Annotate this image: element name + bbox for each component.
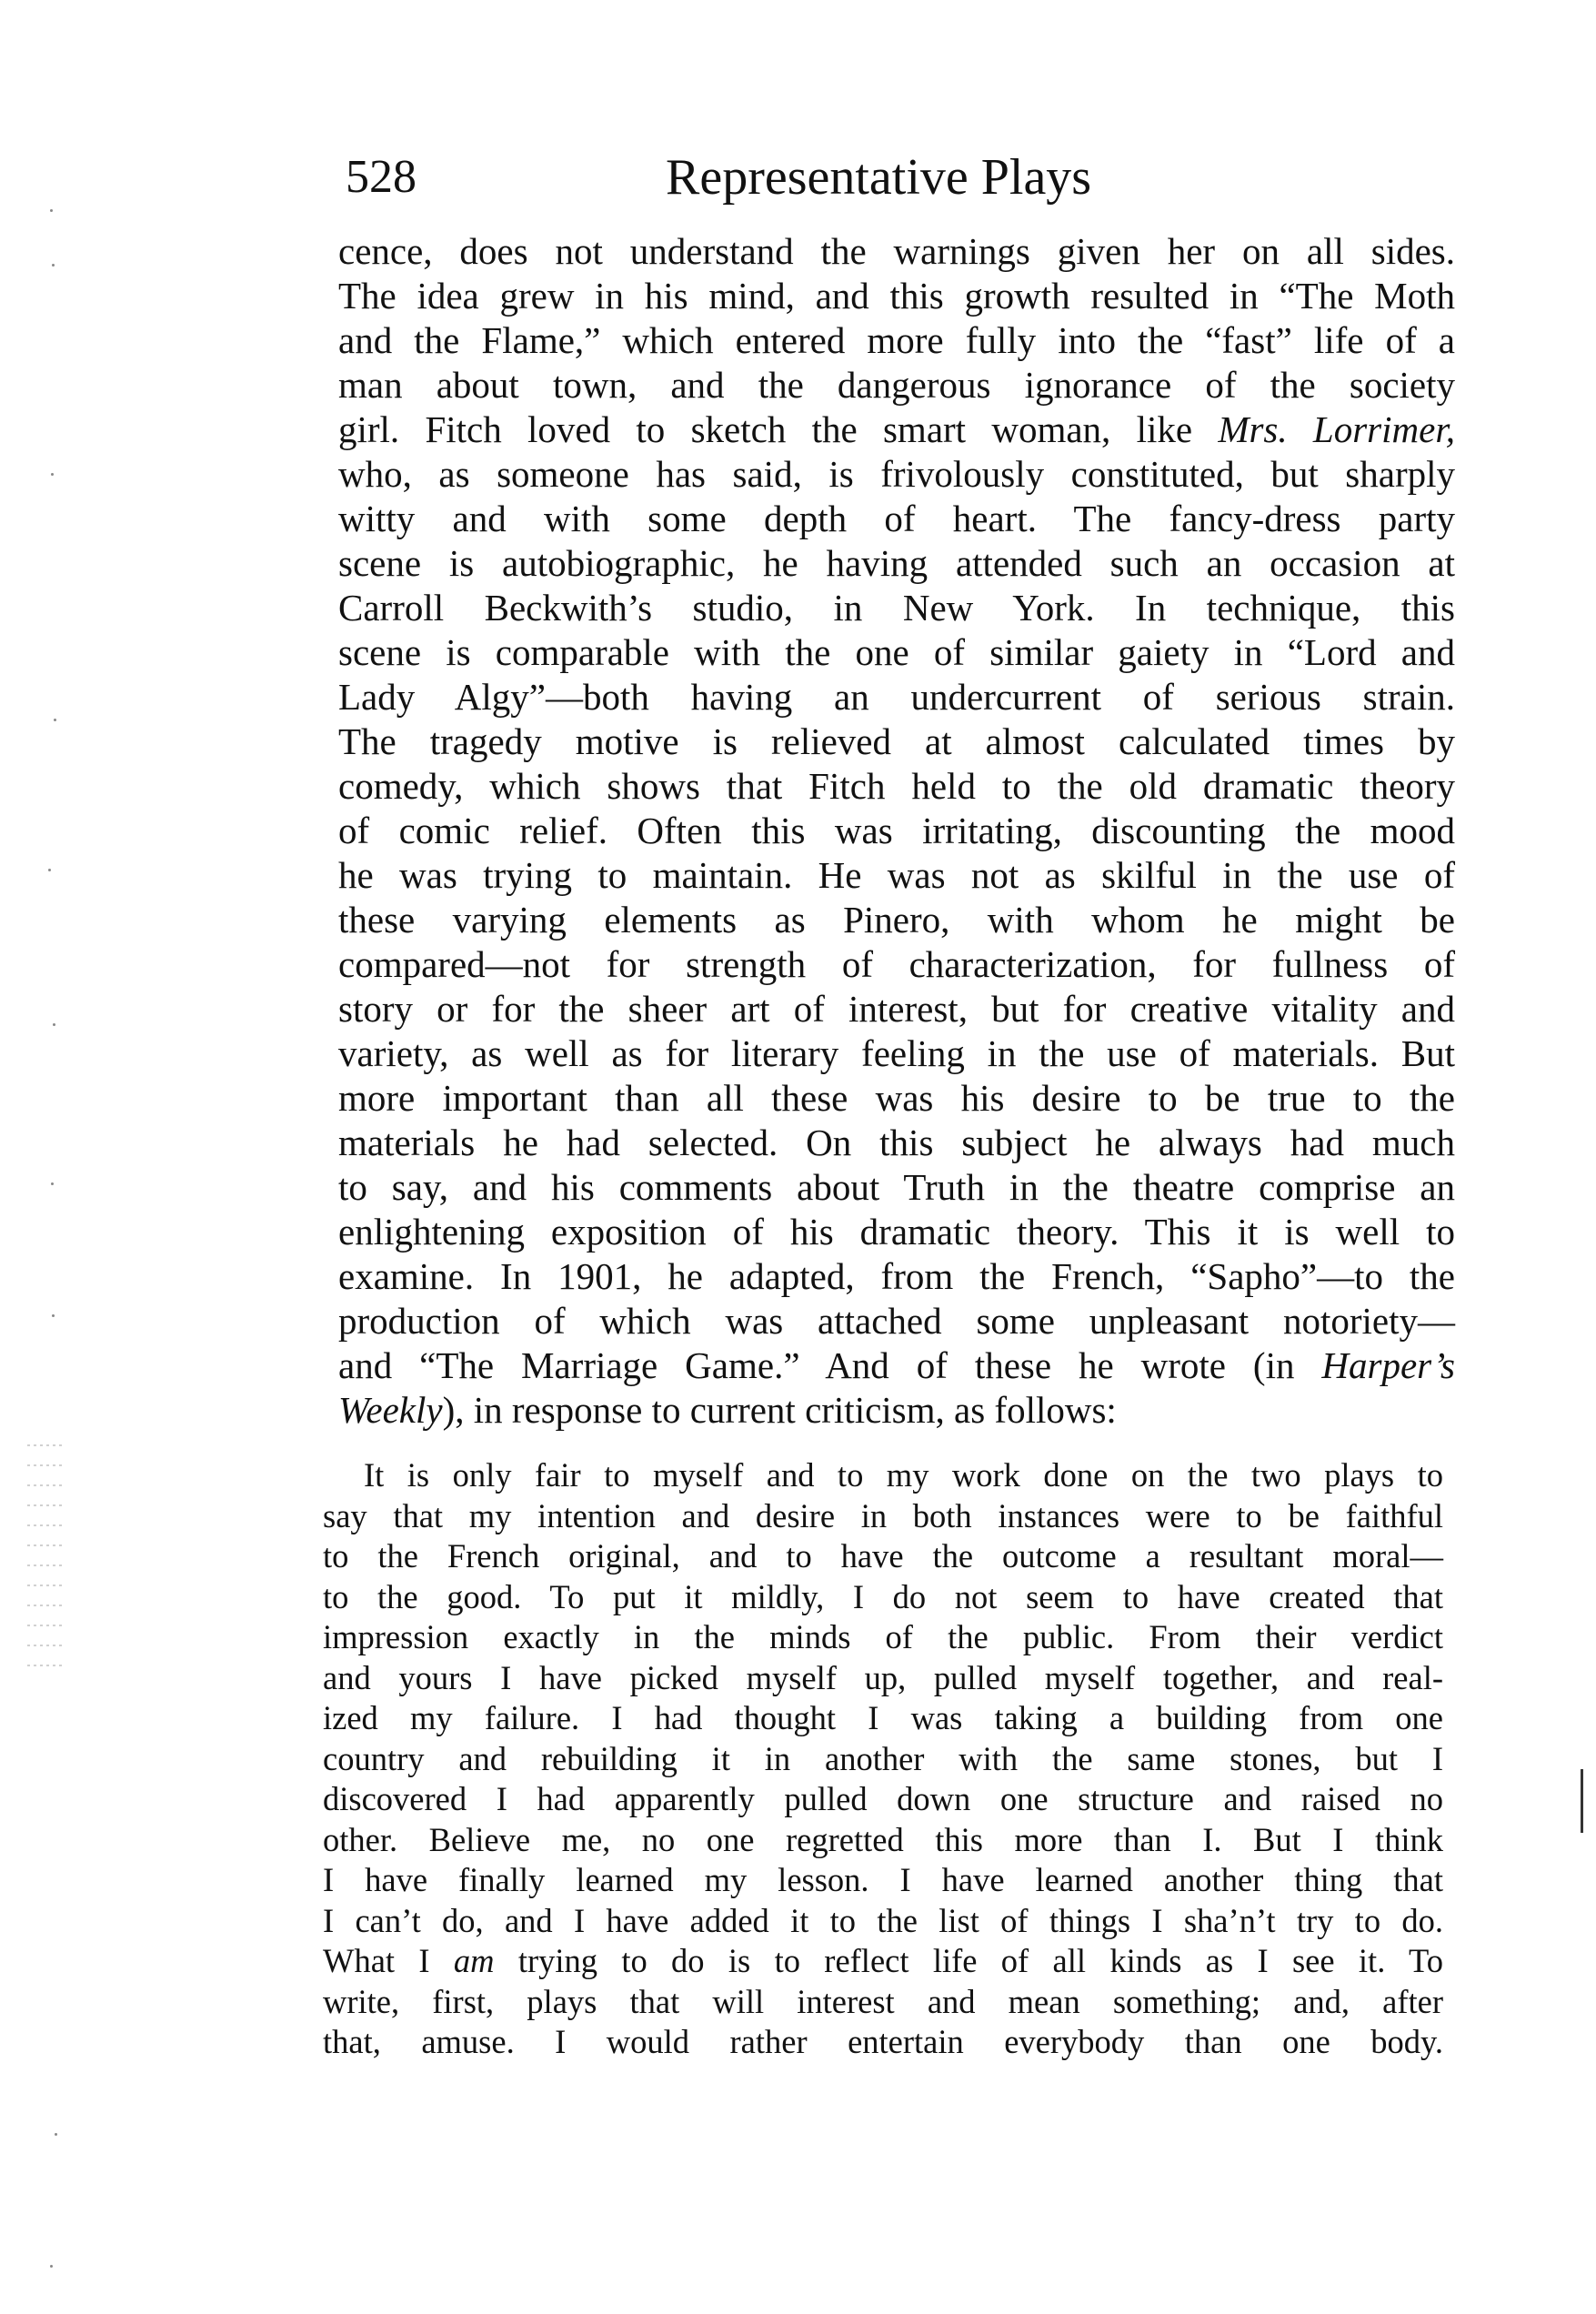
text-line: examine. In 1901, he adapted, from the French, “Sapho”—to the: [338, 1255, 1455, 1297]
quote-line: discovered I had apparently pulled down one structure and raised no: [323, 1780, 1443, 1817]
quote-line: to the French original, and to have the outcome a resultant moral—: [323, 1537, 1443, 1575]
text-line: and the Flame,” which entered more fully into the “fast” life of a: [338, 319, 1455, 361]
text-line: The idea grew in his mind, and this growth resulted in “The Moth: [338, 275, 1455, 317]
text-line: scene is comparable with the one of similar gaiety in “Lord and: [338, 631, 1455, 673]
text-line: witty and with some depth of heart. The fancy-dress party: [338, 498, 1455, 539]
quote-line: ized my failure. I had thought I was taking a building from one: [323, 1699, 1443, 1736]
quote-line: What I am trying to do is to reflect life of all kinds as I see it. To: [323, 1942, 1443, 1979]
text-line: Lady Algy”—both having an undercurrent of serious strain.: [338, 676, 1455, 718]
text-line: Carroll Beckwith’s studio, in New York. In technique, this: [338, 587, 1455, 629]
text-line: variety, as well as for literary feeling in the use of materials. But: [338, 1032, 1455, 1074]
text-line: of comic relief. Often this was irritating, discounting the mood: [338, 810, 1455, 851]
text-line: materials he had selected. On this subject he always had much: [338, 1122, 1455, 1163]
running-header: [346, 146, 1255, 209]
quote-line: impression exactly in the minds of the public. From their verdict: [323, 1618, 1443, 1655]
quote-line: country and rebuilding it in another with the same stones, but I: [323, 1739, 1443, 1777]
text-line: Weekly), in response to current criticism, as follows:: [338, 1389, 1117, 1431]
text-line: production of which was attached some unpleasant notoriety—: [338, 1300, 1455, 1342]
text-line: and “The Marriage Game.” And of these he wrote (in Harper’s: [338, 1344, 1455, 1386]
text-line: man about town, and the dangerous ignorance of the society: [338, 364, 1455, 406]
page-number: 528: [346, 151, 417, 203]
text-line: story or for the sheer art of interest, but for creative vitality and: [338, 988, 1455, 1030]
quote-line: say that my intention and desire in both instances were to be faithful: [323, 1496, 1443, 1534]
running-title: Representative Plays: [666, 149, 1092, 206]
margin-rule-mark: [1581, 1769, 1583, 1833]
italic-title: Weekly: [338, 1389, 443, 1431]
quote-line: other. Believe me, no one regretted this more than I. But I think: [323, 1820, 1443, 1858]
text-line: scene is autobiographic, he having attended such an occasion at: [338, 542, 1455, 584]
quote-line: that, amuse. I would rather entertain everybody than one body.: [323, 2023, 1443, 2060]
italic-emphasis: am: [453, 1942, 495, 1979]
quote-line: It is only fair to myself and to my work done on the two plays to: [364, 1456, 1443, 1494]
text-line: enlightening exposition of his dramatic theory. This it is well to: [338, 1211, 1455, 1253]
quote-line: I have finally learned my lesson. I have learned another thing that: [323, 1861, 1443, 1898]
italic-name: Mrs. Lorrimer,: [1218, 408, 1455, 450]
block-quote: [323, 1455, 1443, 2063]
italic-title: Harper’s: [1321, 1344, 1455, 1386]
text-line: cence, does not understand the warnings given her on all sides.: [338, 230, 1455, 272]
text-line: he was trying to maintain. He was not as skilful in the use of: [338, 854, 1455, 896]
quote-line: write, first, plays that will interest and mean something; and, after: [323, 1982, 1443, 2020]
text-line: The tragedy motive is relieved at almost calculated times by: [338, 720, 1455, 762]
text-line: these varying elements as Pinero, with whom he might be: [338, 899, 1455, 941]
quote-line: and yours I have picked myself up, pulled myself together, and real-: [323, 1658, 1443, 1696]
quote-line: I can’t do, and I have added it to the list of things I sha’n’t try to do.: [323, 1901, 1443, 1939]
text-line: girl. Fitch loved to sketch the smart woman, like Mrs. Lorrimer,: [338, 408, 1455, 450]
margin-specks: [32, 0, 86, 2314]
text-line: who, as someone has said, is frivolously constituted, but sharply: [338, 453, 1455, 495]
text-line: more important than all these was his desire to be true to the: [338, 1077, 1455, 1119]
show-through-marks: [27, 1437, 64, 1674]
body-paragraph: [338, 229, 1455, 1433]
text-line: compared—not for strength of characterization, for fullness of: [338, 943, 1455, 985]
text-line: to say, and his comments about Truth in the theatre comprise an: [338, 1166, 1455, 1208]
text-line: comedy, which shows that Fitch held to the old dramatic theory: [338, 765, 1455, 807]
quote-line: to the good. To put it mildly, I do not seem to have created that: [323, 1577, 1443, 1615]
